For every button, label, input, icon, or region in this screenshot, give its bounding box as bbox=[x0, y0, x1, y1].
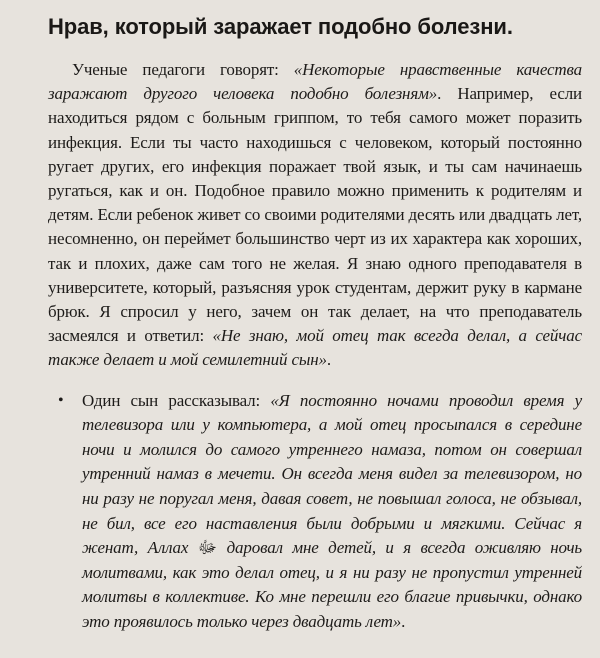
bullet-quote-1: «Я постоянно ночами проводил время у телевизора или у компьютера, а мой отец просыпался в середине ночи и молился до самого утреннего намаза, потом он совершал утренний намаз в мечети. Он всегда меня видел за телевизором, но ни разу не поругал меня, давая совет, не повышал голоса, не обзывал, не бил, все его наставления были добрыми и мягкими. Сейчас я женат, Аллах bbox=[82, 390, 583, 558]
paragraph-quote-1: «Некоторые нравственные качества заражают другого человека подобно болезням» bbox=[48, 60, 582, 104]
body-paragraph bbox=[48, 58, 582, 373]
bullet-lead: Один сын рассказывал: bbox=[82, 390, 271, 410]
bullet-text bbox=[82, 389, 582, 635]
honorific-glyph: ﷻ bbox=[197, 538, 217, 558]
bullet-list-item bbox=[48, 389, 582, 635]
bullet-marker: • bbox=[58, 391, 64, 409]
paragraph-text-2: . Например, если находиться рядом с больным гриппом, то тебя самого может поразить инфекция. Если ты часто находишься с человеком, который постоянно ругает других, его инфекция поражает твой язык, и ты сам начинаешь ругаться, как и он. Подобное правило можно применить к родителям и детям. Если ребенок живет со своими родителями десять или двадцать лет, несомненно, он переймет большинство черт из их характера как хороших, так и плохих, даже сам того не желая. Я знаю одного преподавателя в университете, который, разъясняя урок студентам, держит руку в кармане брюк. Я спросил у него, зачем он так делает, на что преподаватель засмеялся и ответил: bbox=[48, 84, 583, 346]
paragraph-text-1: Ученые педагоги говорят: bbox=[72, 60, 294, 79]
section-title: Нрав, который заражает подобно болезни. bbox=[48, 14, 513, 39]
paragraph-quote-2: «Не знаю, мой отец так всегда делал, а сейчас также делает и мой семилетний сын» bbox=[48, 326, 582, 370]
bullet-end: . bbox=[401, 611, 406, 631]
paragraph-text-3: . bbox=[326, 350, 331, 370]
bullet-quote-2: даровал мне детей, и я всегда оживляю ночь молитвами, как это делал отец, и я ни разу не пропустил утренней молитвы в коллективе. Ко мне перешли его благие привычки, однако это проявилось только через двадцать лет» bbox=[82, 538, 583, 631]
